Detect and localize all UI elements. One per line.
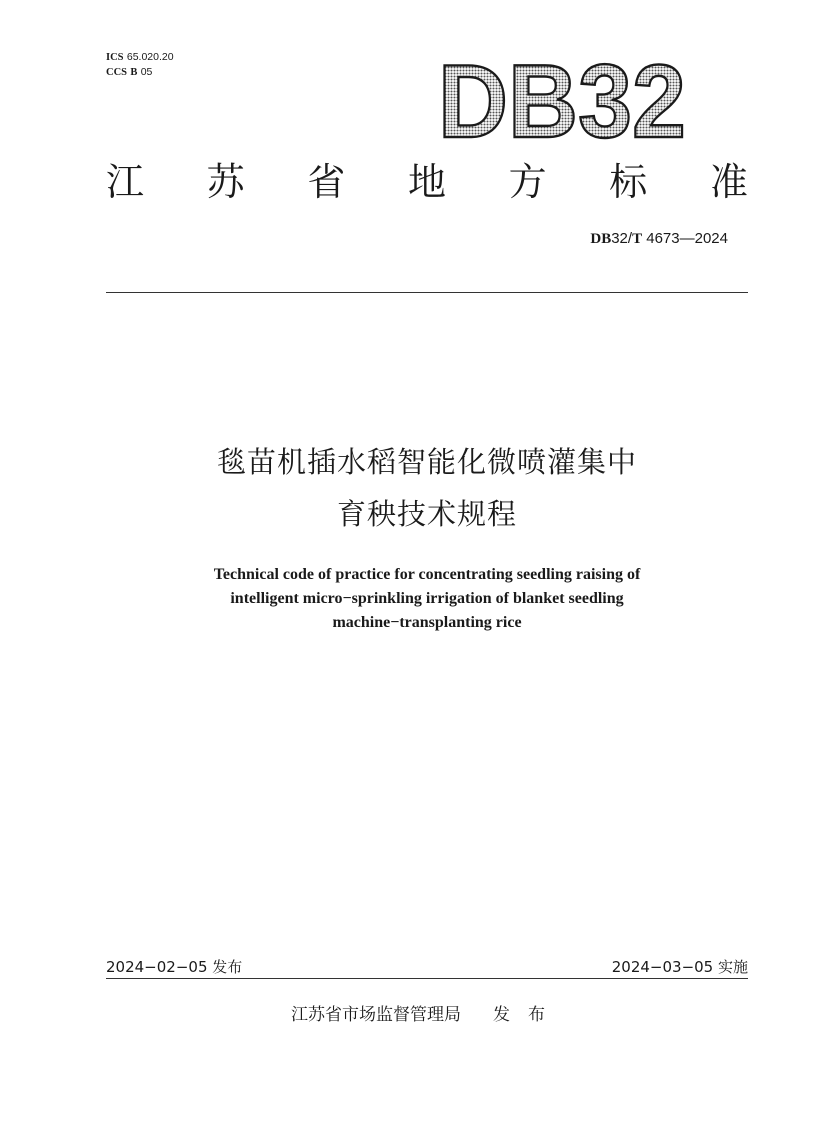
standard-number-prefix: DB [590,231,612,247]
standard-number-code: 32/ [611,230,633,247]
standard-number [590,230,728,248]
standard-type-char: 方 [508,160,547,204]
title-en [106,563,748,635]
publisher-action: 发布 [493,1005,563,1025]
publisher-org: 江苏省市场监督管理局 [291,1005,461,1025]
standard-number-value: 4673—2024 [646,230,728,247]
ccs-b-label: B [130,67,138,78]
standard-type-char: 标 [609,160,648,204]
implement-date: 2024−03−05 实施 [611,958,748,976]
classification-codes [106,50,174,80]
standard-type-char: 江 [106,160,145,204]
ccs-value: 05 [140,66,153,78]
title-en-line3: machine−transplanting rice [332,614,522,631]
db32-logo-text: DB32 [438,44,686,152]
ccs-label: CCS [106,67,128,78]
ics-label: ICS [106,52,124,63]
issue-date: 2024−02−05 发布 [106,958,243,976]
standard-type-char: 地 [407,160,446,204]
date-row [106,956,748,977]
title-cn-line1: 毯苗机插水稻智能化微喷灌集中 [216,445,637,479]
standard-type-char: 苏 [206,160,245,204]
db32-logo [438,42,688,152]
title-en-line2: intelligent micro−sprinkling irrigation of blanket seedling [230,590,624,607]
standard-number-t: T [632,231,643,247]
ics-value: 65.020.20 [126,51,174,63]
standard-type-title [106,156,748,208]
ics-line [106,50,174,65]
footer-divider [106,978,748,979]
publisher [106,1000,748,1025]
title-cn-line2: 育秧技术规程 [336,497,517,531]
ccs-line [106,65,174,80]
header-divider [106,292,748,293]
standard-type-char: 准 [709,160,748,204]
standard-type-char: 省 [307,160,346,204]
title-en-line1: Technical code of practice for concentrating seedling raising of [213,566,641,583]
